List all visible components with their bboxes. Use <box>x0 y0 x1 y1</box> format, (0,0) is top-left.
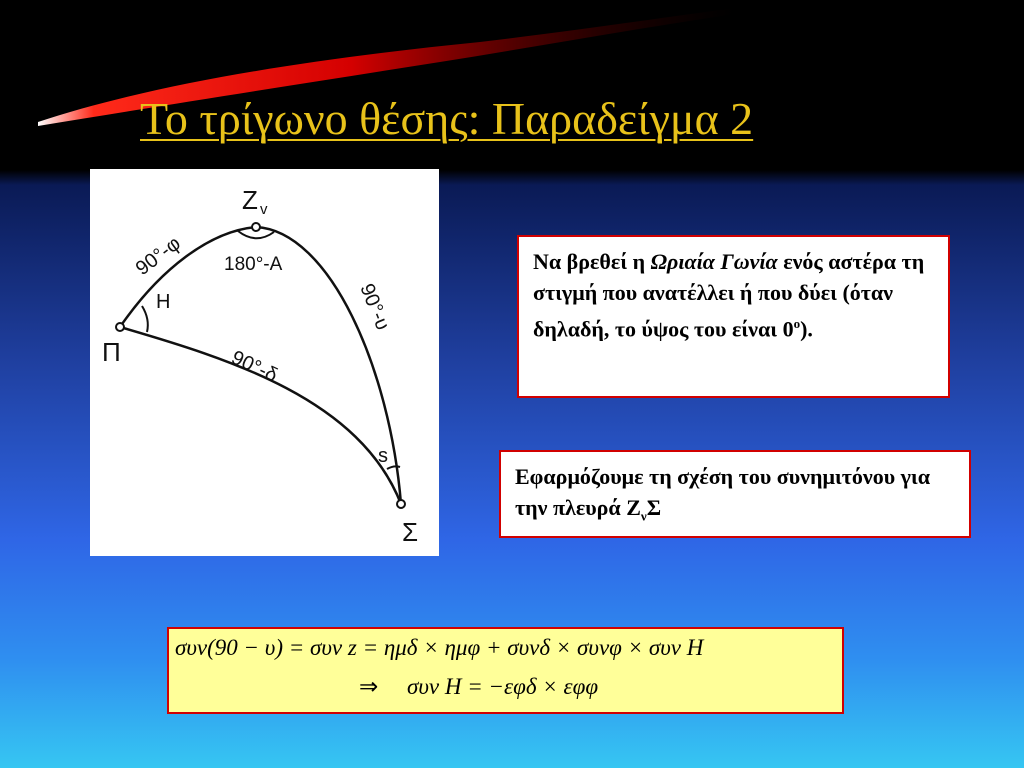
label-side-90-phi: 90°-φ <box>131 232 185 280</box>
label-zenith: Z <box>242 185 258 215</box>
vertex-zenith <box>252 223 260 231</box>
vertex-star <box>397 500 405 508</box>
problem-text-sup: ο <box>793 316 801 331</box>
method-statement-box <box>499 450 971 538</box>
triangle-svg <box>90 169 439 556</box>
label-angle-H: H <box>156 291 171 313</box>
method-text: Εφαρμόζουμε τη σχέση του συνημιτόνου για την πλευρά Z <box>515 464 931 520</box>
problem-text-part3: ). <box>800 316 813 342</box>
method-text-sub: ν <box>640 508 647 524</box>
problem-text-part2: ενός αστέρα τη στιγμή που ανατέλλει ή που δύει (όταν δηλαδή, το ύψος του είναι 0 <box>533 249 925 342</box>
problem-statement-box <box>517 235 950 398</box>
label-zenith-sub: v <box>260 201 268 218</box>
formula-box <box>167 627 844 714</box>
vertex-pole <box>116 323 124 331</box>
formula-line-2 <box>359 674 598 700</box>
angle-arc-pole <box>142 306 148 332</box>
label-star: Σ <box>402 517 419 547</box>
formula-line-1: συν(90 − υ) = συν z = ημδ × ημφ + συνδ × συνφ × συν Η <box>175 635 704 660</box>
label-side-90-delta: 90°-δ <box>227 346 281 387</box>
label-pole: Π <box>102 337 121 367</box>
formula-line-2-expression: συν Η = −εφδ × εφφ <box>407 674 599 699</box>
method-text-end: Σ <box>646 495 662 520</box>
problem-text-part1: Να βρεθεί η <box>533 249 651 274</box>
angle-arc-zenith <box>238 231 274 238</box>
implies-arrow: ⇒ <box>359 674 379 699</box>
page-title: Το τρίγωνο θέσης: Παραδείγμα 2 <box>140 93 754 144</box>
label-angle-s: s <box>378 445 388 467</box>
label-angle-180-A: 180°-A <box>224 254 283 275</box>
problem-text-emphasis: Ωριαία Γωνία <box>650 249 778 274</box>
position-triangle-diagram <box>90 169 439 556</box>
side-pole-zenith <box>120 227 256 327</box>
label-side-90-upsilon: 90°-υ <box>355 280 394 334</box>
side-pole-star <box>120 327 401 504</box>
